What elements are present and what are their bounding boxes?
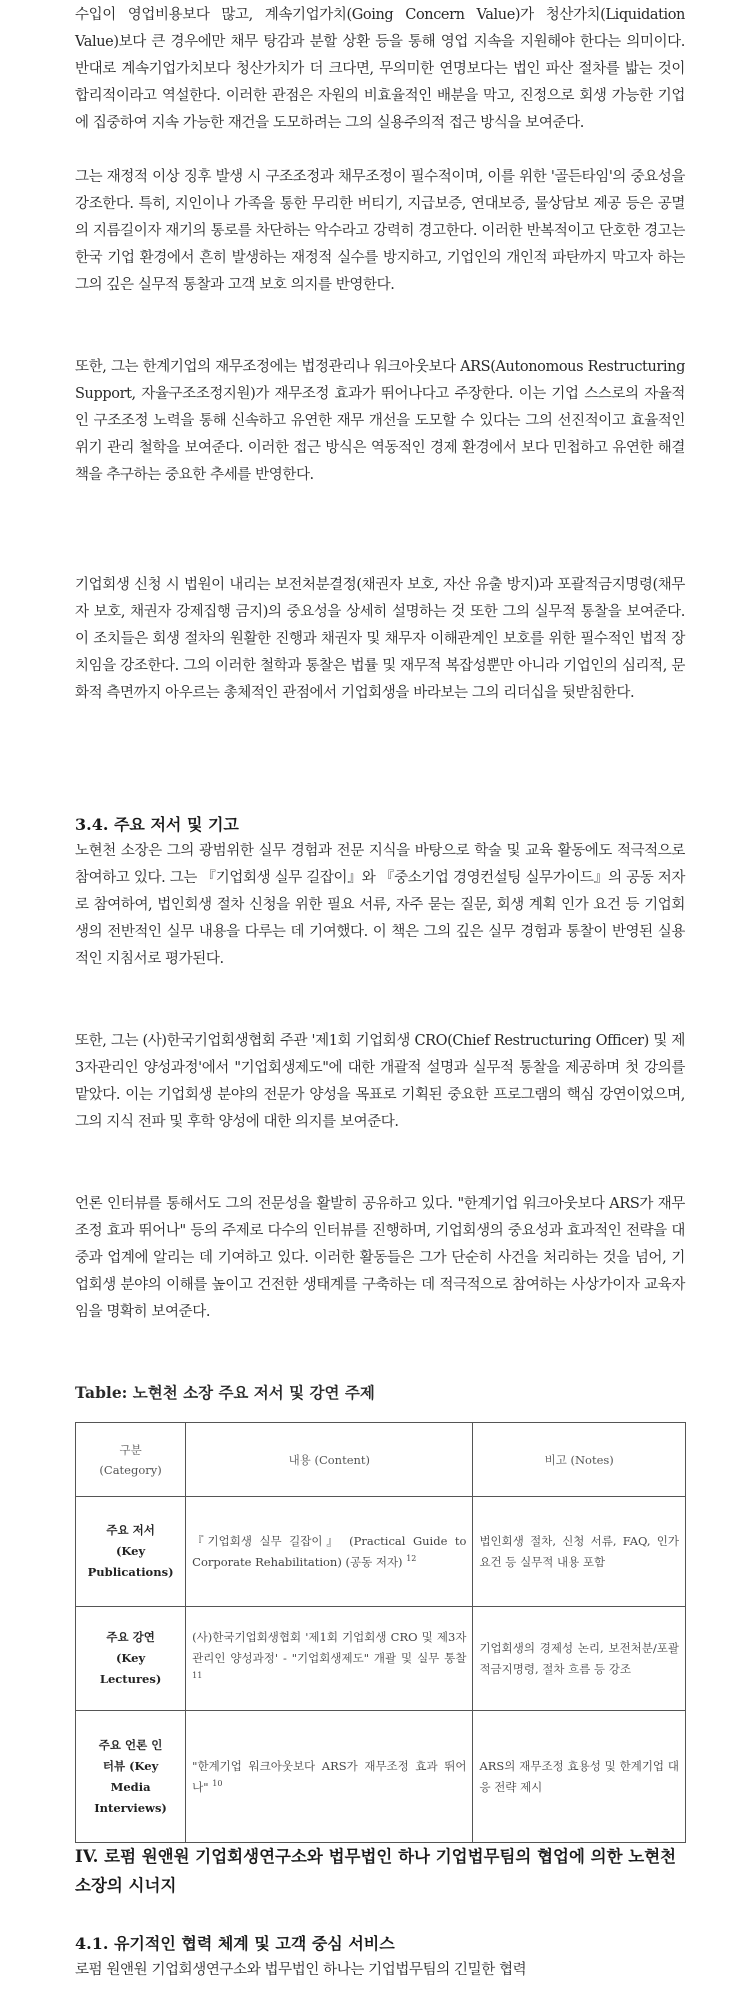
cell-category: 주요 언론 인 터뷰 (Key Media Interviews) xyxy=(76,1711,186,1843)
table-row xyxy=(76,1497,686,1607)
cell-notes: 법인회생 절차, 신청 서류, FAQ, 인가 요건 등 실무적 내용 포함 xyxy=(473,1497,686,1607)
section-heading-4: IV. 로펌 원앤원 기업회생연구소와 법무법인 하나 기업법무팀의 협업에 의한 노현천 소장의 시너지 xyxy=(75,1847,677,1895)
cell-content-text: 『기업회생 실무 길잡이』 (Practical Guide to Corporate Rehabilitation) (공동 저자) xyxy=(192,1533,467,1569)
header-category: 구분 (Category) xyxy=(76,1423,186,1497)
footnote-ref: 11 xyxy=(192,1671,203,1681)
paragraph-preservation-order: 기업회생 신청 시 법원이 내리는 보전처분결정(채권자 보호, 자산 유출 방지)과 포괄적금지명령(채무자 보호, 채권자 강제집행 금지)의 중요성을 상세히 설명하는 것 또한 그의 실무적 통찰을 보여준다. 이 조치들은 회생 절차의 원활한 진행과 채권자 및 채무자 이해관계인 보호를 위한 필수적인 법적 장치임을 강조한다. 그의 이러한 철학과 통찰은 법률 및 재무적 복잡성뿐만 아니라 기업인의 심리적, 문화적 측면까지 아우르는 총체적인 관점에서 기업회생을 바라보는 그의 리더십을 뒷받침한다. xyxy=(75,577,685,701)
paragraph-collaboration: 로펌 원앤원 기업회생연구소와 법무법인 하나는 기업법무팀의 긴밀한 협력 xyxy=(75,1962,527,1978)
cell-category: 주요 강연 (Key Lectures) xyxy=(76,1607,186,1711)
table-row xyxy=(76,1607,686,1711)
cell-notes: ARS의 재무조정 효용성 및 한계기업 대응 전략 제시 xyxy=(473,1711,686,1843)
paragraph-golden-time: 그는 재정적 이상 징후 발생 시 구조조정과 채무조정이 필수적이며, 이를 위한 '골든타임'의 중요성을 강조한다. 특히, 지인이나 가족을 통한 무리한 버티기, 지급보증, 연대보증, 물상담보 제공 등은 공멸의 지름길이자 재기의 통로를 차단하는 악수라고 강력히 경고한다. 이러한 반복적이고 단호한 경고는 한국 기업 환경에서 흔히 발생하는 재정적 실수를 방지하고, 기업인의 개인적 파탄까지 막고자 하는 그의 깊은 실무적 통찰과 고객 보호 의지를 반영한다. xyxy=(75,169,685,293)
cell-content xyxy=(186,1497,473,1607)
cell-notes: 기업회생의 경제성 논리, 보전처분/포괄적금지명령, 절차 흐름 등 강조 xyxy=(473,1607,686,1711)
section-heading-4-1: 4.1. 유기적인 협력 체계 및 고객 중심 서비스 xyxy=(75,1934,395,1953)
footnote-ref: 12 xyxy=(406,1553,417,1563)
header-content: 내용 (Content) xyxy=(186,1423,473,1497)
paragraph-publications: 노현천 소장은 그의 광범위한 실무 경험과 전문 지식을 바탕으로 학술 및 교육 활동에도 적극적으로 참여하고 있다. 그는 『기업회생 실무 길잡이』와 『중소기업 경영컨설팅 실무가이드』의 공동 저자로 참여하여, 법인회생 절차 신청을 위한 필요 서류, 자주 묻는 질문, 회생 계획 인가 요건 등 기업회생의 전반적인 실무 내용을 다루는 데 기여했다. 이 책은 그의 깊은 실무 경험과 통찰이 반영된 실용적인 지침서로 평가된다. xyxy=(75,843,685,967)
footnote-ref: 10 xyxy=(212,1778,223,1788)
section-heading-3-4: 3.4. 주요 저서 및 기고 xyxy=(75,815,239,834)
cell-category: 주요 저서 (Key Publications) xyxy=(76,1497,186,1607)
paragraph-ars: 또한, 그는 한계기업의 재무조정에는 법정관리나 워크아웃보다 ARS(Autonomous Restructuring Support, 자율구조조정지원)가 재무조정 효과가 뛰어나다고 주장한다. 이는 기업 스스로의 자율적인 구조조정 노력을 통해 신속하고 유연한 재무 개선을 도모할 수 있다는 그의 선진적이고 효율적인 위기 관리 철학을 보여준다. 이러한 접근 방식은 역동적인 경제 환경에서 보다 민첩하고 유연한 해결책을 추구하는 중요한 추세를 반영한다. xyxy=(75,359,685,483)
paragraph-interviews: 언론 인터뷰를 통해서도 그의 전문성을 활발히 공유하고 있다. "한계기업 워크아웃보다 ARS가 재무조정 효과 뛰어나" 등의 주제로 다수의 인터뷰를 진행하며, 기업회생의 중요성과 효과적인 전략을 대중과 업계에 알리는 데 기여하고 있다. 이러한 활동들은 그가 단순히 사건을 처리하는 것을 넘어, 기업회생 분야의 이해를 높이고 건전한 생태계를 구축하는 데 적극적으로 참여하는 사상가이자 교육자임을 명확히 보여준다. xyxy=(75,1196,685,1320)
table-title: Table: 노현천 소장 주요 저서 및 강연 주제 xyxy=(75,1383,375,1402)
paragraph-going-concern: 수입이 영업비용보다 많고, 계속기업가치(Going Concern Value)가 청산가치(Liquidation Value)보다 큰 경우에만 채무 탕감과 분할 상환 등을 통해 영업 지속을 지원해야 한다는 의미이다. 반대로 계속기업가치보다 청산가치가 더 크다면, 무의미한 연명보다는 법인 파산 절차를 밟는 것이 합리적이라고 역설한다. 이러한 관점은 자원의 비효율적인 배분을 막고, 진정으로 회생 가능한 기업에 집중하여 지속 가능한 재건을 도모하려는 그의 실용주의적 접근 방식을 보여준다. xyxy=(75,7,685,131)
publications-table xyxy=(75,1422,686,1843)
cell-content xyxy=(186,1711,473,1843)
paragraph-lectures: 또한, 그는 (사)한국기업회생협회 주관 '제1회 기업회생 CRO(Chief Restructuring Officer) 및 제3자관리인 양성과정'에서 "기업회생제도"에 대한 개괄적 설명과 실무적 통찰을 제공하며 첫 강의를 맡았다. 이는 기업회생 분야의 전문가 양성을 목표로 기획된 중요한 프로그램의 핵심 강연이었으며, 그의 지식 전파 및 후학 양성에 대한 의지를 보여준다. xyxy=(75,1033,685,1130)
table-row xyxy=(76,1711,686,1843)
table-header-row xyxy=(76,1423,686,1497)
cell-content xyxy=(186,1607,473,1711)
header-notes: 비고 (Notes) xyxy=(473,1423,686,1497)
cell-content-text: (사)한국기업회생협회 '제1회 기업회생 CRO 및 제3자관리인 양성과정' - "기업회생제도" 개괄 및 실무 통찰 xyxy=(192,1630,467,1665)
cell-content-text: "한계기업 워크아웃보다 ARS가 재무조정 효과 뛰어나" xyxy=(192,1758,467,1794)
